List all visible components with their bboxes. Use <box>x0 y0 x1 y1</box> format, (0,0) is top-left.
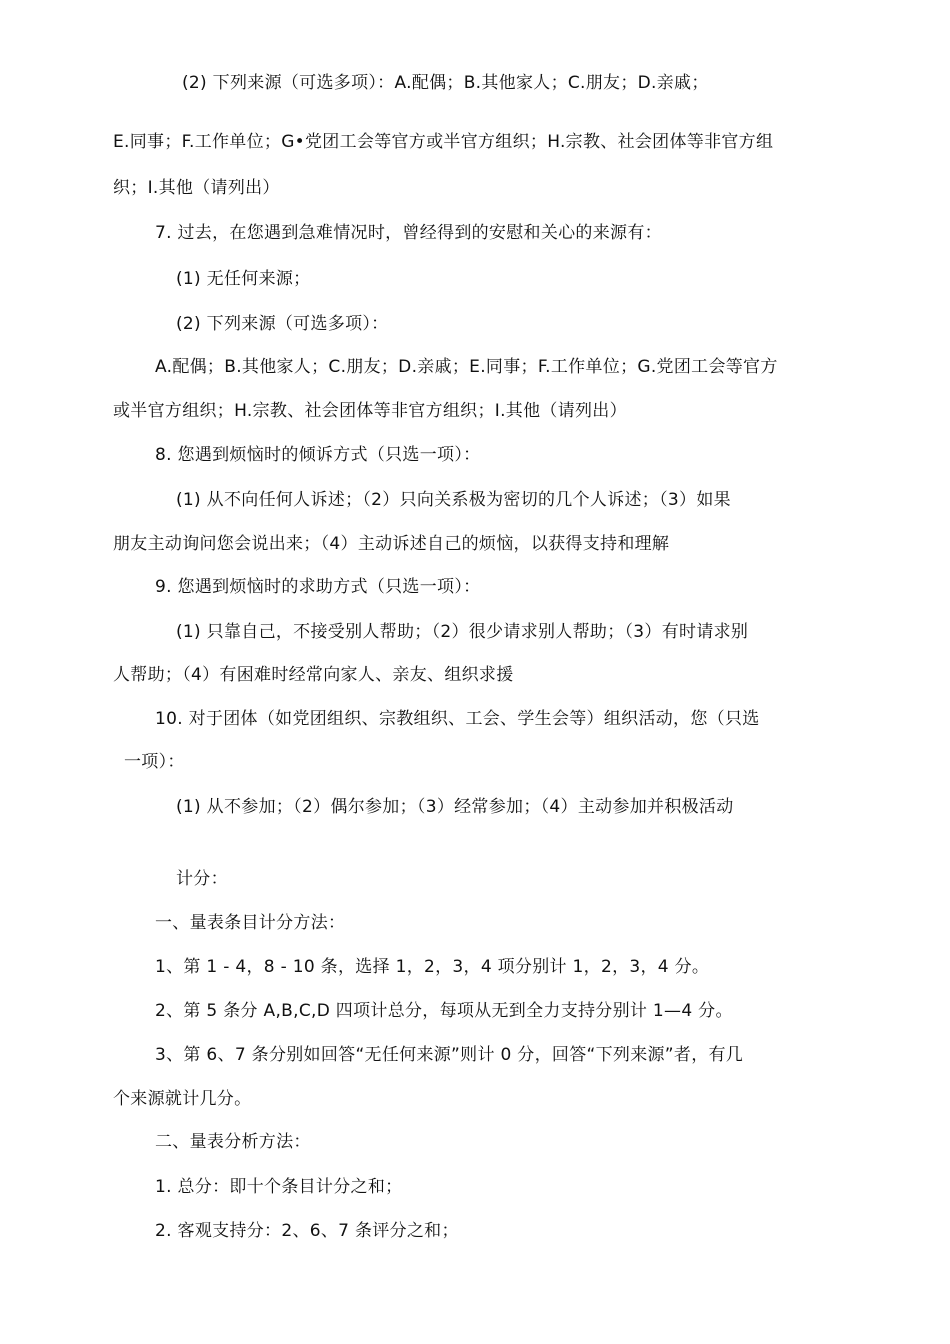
text-line: (1) 无任何来源； <box>176 269 311 289</box>
text-line: 9. 您遇到烦恼时的求助方式（只选一项）： <box>155 577 481 597</box>
text-line: 一项）： <box>124 752 185 772</box>
text-line: A.配偶；B.其他家人；C.朋友；D.亲戚；E.同事；F.工作单位；G.党团工会等官方 <box>155 357 778 377</box>
text-line: (2) 下列来源（可选多项）：A.配偶；B.其他家人；C.朋友；D.亲戚； <box>182 73 709 93</box>
text-line: 10. 对于团体（如党团组织、宗教组织、工会、学生会等）组织活动，您（只选 <box>155 709 760 729</box>
text-line: (1) 从不参加；（2）偶尔参加；（3）经常参加；（4）主动参加并积极活动 <box>176 797 734 817</box>
text-line: 2. 客观支持分：2、6、7 条评分之和； <box>155 1221 459 1241</box>
section-heading: 计分： <box>176 869 228 889</box>
text-line: (1) 只靠自己，不接受别人帮助；（2）很少请求别人帮助；（3）有时请求别 <box>176 622 749 642</box>
section-heading: 一、量表条目计分方法： <box>155 913 346 933</box>
text-line: E.同事；F.工作单位；G•党团工会等官方或半官方组织；H.宗教、社会团体等非官方组 <box>113 132 774 152</box>
text-line: 2、第 5 条分 A,B,C,D 四项计总分，每项从无到全力支持分别计 1—4 分。 <box>155 1001 733 1021</box>
section-heading: 二、量表分析方法： <box>155 1132 311 1152</box>
text-line: 3、第 6、7 条分别如回答“无任何来源”则计 0 分，回答“下列来源”者，有几 <box>155 1045 744 1065</box>
text-line: 1. 总分：即十个条目计分之和； <box>155 1177 403 1197</box>
text-line: (1) 从不向任何人诉述；（2）只向关系极为密切的几个人诉述；（3）如果 <box>176 490 731 510</box>
text-line: 8. 您遇到烦恼时的倾诉方式（只选一项）： <box>155 445 481 465</box>
text-line: 人帮助；（4）有困难时经常向家人、亲友、组织求援 <box>113 665 514 685</box>
text-line: 朋友主动询问您会说出来；（4）主动诉述自己的烦恼，以获得支持和理解 <box>113 534 670 554</box>
text-line: 或半官方组织；H.宗教、社会团体等非官方组织；I.其他（请列出） <box>113 401 627 421</box>
text-line: (2) 下列来源（可选多项）： <box>176 314 389 334</box>
text-line: 织；I.其他（请列出） <box>113 178 280 198</box>
text-line: 1、第 1 - 4，8 - 10 条，选择 1，2，3，4 项分别计 1，2，3，4 分。 <box>155 957 710 977</box>
text-line: 7. 过去，在您遇到急难情况时，曾经得到的安慰和关心的来源有： <box>155 223 662 243</box>
text-line: 个来源就计几分。 <box>113 1089 252 1109</box>
